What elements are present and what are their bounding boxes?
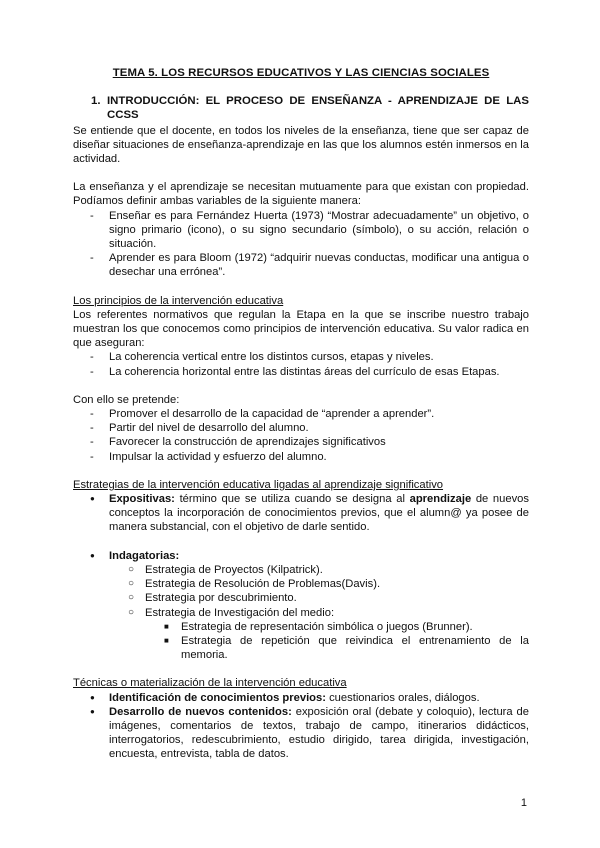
subheading-estrategias: Estrategias de la intervención educativa ligadas al aprendizaje significativo (73, 478, 444, 491)
list-item-indagatorias (73, 549, 529, 563)
expositivas-text-rest: de nuevos conceptos la incorporación de conocimientos previos, que el alumn@ ya posee de manera substancial, con el objetivo de darle sentido. (109, 493, 529, 534)
section-heading-text: INTRODUCCIÓN: EL PROCESO DE ENSEÑANZA - APRENDIZAJE DE LAS CCSS (107, 95, 529, 122)
tecnica-text: cuestionarios orales, diálogos. (325, 691, 480, 704)
list-item: ○ Estrategia de Proyectos (Kilpatrick). (73, 563, 529, 577)
tecnicas-list (73, 691, 529, 762)
list-item: - Promover el desarrollo de la capacidad de “aprender a aprender”. (73, 407, 529, 421)
page-number: 1 (520, 797, 527, 809)
list-item (73, 705, 529, 762)
list-item (73, 691, 529, 705)
expositivas-label: Expositivas: (109, 493, 175, 506)
list-item: ■ Estrategia de repetición que reivindica el entrenamiento de la memoria. (73, 634, 529, 662)
aprendizaje-bold: aprendizaje (409, 493, 472, 506)
intro-paragraph-1: Se entiende que el docente, en todos los niveles de la enseñanza, tiene que ser capaz de diseñar situaciones de enseñanza-aprendizaje en las que los alumnos estén inmersos en la actividad. (73, 124, 529, 166)
section-number: 1. (91, 95, 101, 108)
subheading-principios: Los principios de la intervención educativa (73, 294, 284, 307)
pretende-intro: Con ello se pretende: (73, 393, 180, 406)
tecnica-text: exposición oral (debate y coloquio), lectura de imágenes, comentarios de textos, trabajo de campo, itinerarios didácticos, interrogatorios, redescubrimiento, estudio dirigido, tarea dirigida, investigación, encuesta, entrevista, tabla de datos. (109, 705, 530, 761)
estrategias-list (73, 492, 529, 535)
list-item-expositivas (73, 492, 529, 535)
expositivas-text: término que se utiliza cuando se designa al (174, 493, 410, 506)
list-item: ○ Estrategia de Resolución de Problemas(Davis). (73, 577, 529, 591)
indagatorias-sublist (73, 563, 529, 620)
principios-list (73, 350, 529, 378)
list-item: - La coherencia vertical entre los distintos cursos, etapas y niveles. (73, 350, 529, 364)
list-item: - Enseñar es para Fernández Huerta (1973) “Mostrar adecuadamente” un objetivo, o signo primario (icono), o su signo secundario (símbolo), o su acción, relación o situación. (73, 209, 529, 252)
list-item: - Aprender es para Bloom (1972) “adquirir nuevas conductas, modificar una antigua o desechar una errónea”. (73, 251, 529, 279)
intro-paragraph-2: La enseñanza y el aprendizaje se necesitan mutuamente para que existan con propiedad. Podíamos definir ambas variables de la siguiente manera: (73, 181, 529, 208)
tecnica-label: Desarrollo de nuevos contenidos: (109, 705, 292, 718)
document-title: TEMA 5. LOS RECURSOS EDUCATIVOS Y LAS CIENCIAS SOCIALES (112, 67, 490, 79)
pretende-list (73, 407, 529, 464)
tecnica-label: Identificación de conocimientos previos: (109, 691, 326, 704)
indagatorias-list (73, 549, 529, 563)
list-item: - Partir del nivel de desarrollo del alumno. (73, 421, 529, 435)
indagatorias-label: Indagatorias: (109, 549, 180, 562)
subheading-tecnicas: Técnicas o materialización de la intervención educativa (73, 677, 347, 690)
definitions-list (73, 209, 529, 280)
list-item: ○ Estrategia por descubrimiento. (73, 591, 529, 605)
section-heading-introduccion (73, 94, 529, 122)
principios-intro: Los referentes normativos que regulan la Etapa en la que se inscribe nuestro trabajo muestran los que conocemos como principios de intervención educativa. Su valor radica en que aseguran: (73, 308, 529, 350)
investigacion-sublist (73, 620, 529, 663)
document-page (73, 66, 529, 762)
list-item: ○ Estrategia de Investigación del medio: (73, 606, 529, 620)
list-item: ■ Estrategia de representación simbólica o juegos (Brunner). (73, 620, 529, 634)
list-item: - La coherencia horizontal entre las distintas áreas del currículo de esas Etapas. (73, 365, 529, 379)
list-item: - Favorecer la construcción de aprendizajes significativos (73, 435, 529, 449)
list-item: - Impulsar la actividad y esfuerzo del alumno. (73, 450, 529, 464)
